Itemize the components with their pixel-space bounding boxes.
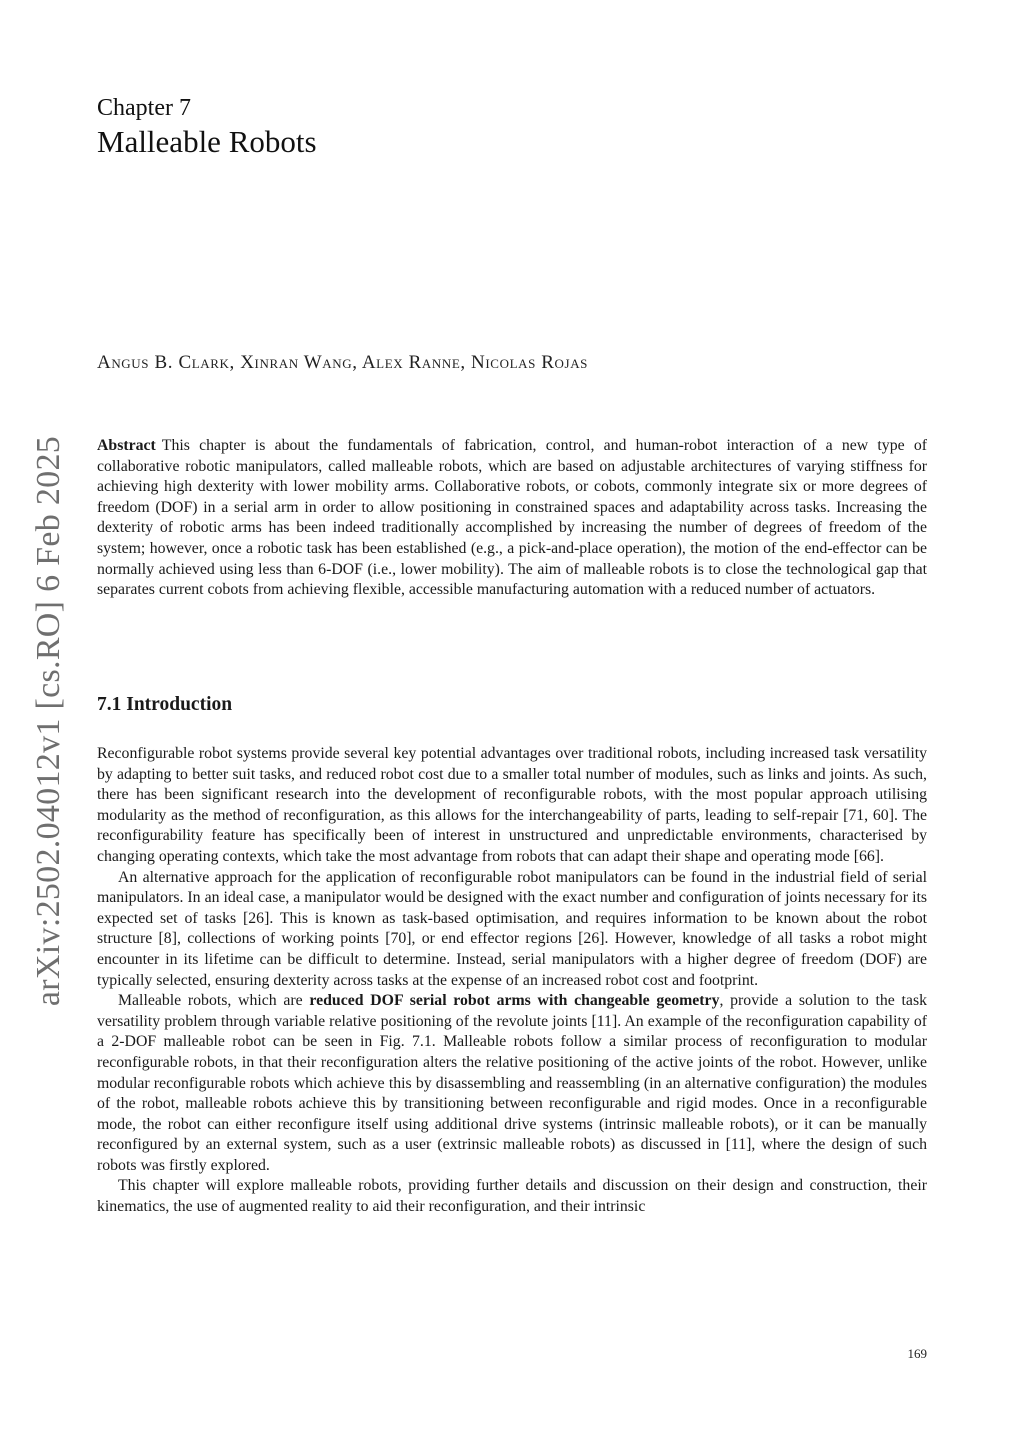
paragraph-3 [97,991,927,1176]
section-heading: 7.1 Introduction [97,694,233,715]
paragraph-1: Reconfigurable robot systems provide several key potential advantages over traditional robots, including increased task versatility by adapting to better suit tasks, and reduced robot cost due to a smaller total number of modules, such as links and joints. As such, there has been significant research into the development of reconfigurable robots, with the most popular approach utilising modularity as the method of reconfiguration, as this allows for the interchangeability of parts, leading to self-repair [71, 60]. The reconfigurability feature has specifically been of interest in unstructured and unpredictable environments, characterised by changing operating contexts, which take the most advantage from robots that can adapt their shape and operating mode [66]. [97,745,927,865]
paragraph-2: An alternative approach for the application of reconfigurable robot manipulators can be found in the industrial field of serial manipulators. In an ideal case, a manipulator would be designed with the exact number and configuration of joints necessary for its expected set of tasks [26]. This is known as task-based optimisation, and requires information to be known about the robot structure [8], collections of working points [70], or end effector regions [26]. However, knowledge of all tasks a robot might encounter in its lifetime can be difficult to determine. Instead, serial manipulators with a higher degree of freedom (DOF) are typically selected, ensuring dexterity across tasks at the expense of an increased robot cost and footprint. [97,868,927,989]
abstract-text: This chapter is about the fundamentals of fabrication, control, and human-robot interaction of a new type of collaborative robotic manipulators, called malleable robots, which are based on adjustable architectures of varying stiffness for achieving high dexterity with lower mobility arms. Collaborative robots, or cobots, commonly integrate six or more degrees of freedom (DOF) in a serial arm in order to allow positioning in constrained spaces and adaptability across tasks. Increasing the dexterity of robotic arms has been indeed traditionally accomplished by increasing the number of degrees of freedom of the system; however, once a robotic task has been established (e.g., a pick-and-place operation), the motion of the end-effector can be normally achieved using less than 6-DOF (i.e., lower mobility). The aim of malleable robots is to close the technological gap that separates current cobots from achieving flexible, accessible manufacturing automation with a reduced number of actuators. [97,437,927,599]
arxiv-identifier-stamp [24,426,74,1016]
chapter-title: Malleable Robots [97,124,317,159]
section-body [97,744,927,1218]
abstract-label: Abstract [97,437,156,454]
chapter-number: Chapter 7 [97,95,191,121]
abstract [97,436,927,601]
paragraph-3-after: , provide a solution to the task versatility problem through variable relative positioning of the revolute joints [11]. An example of the reconfiguration capability of a 2-DOF malleable robot can be seen in Fig. 7.1. Malleable robots follow a similar process of reconfiguration to modular reconfigurable robots, in that their reconfiguration alters the relative positioning of the active joints of the robot. However, unlike modular reconfigurable robots which achieve this by disassembling and reassembling (in an alternative configuration) the modules of the robot, malleable robots achieve this by transitioning between reconfigurable and rigid modes. Once in a reconfigurable mode, the robot can either reconfigure itself using additional drive systems (intrinsic malleable robots), or it can be manually reconfigured by an external system, such as a user (extrinsic malleable robots) as discussed in [11], where the design of such robots was firstly explored. [97,992,927,1174]
paragraph-3-before: Malleable robots, which are [118,992,310,1010]
page-number: 169 [907,1346,927,1361]
author-list: Angus B. Clark, Xinran Wang, Alex Ranne, Nicolas Rojas [97,352,589,373]
paragraph-4: This chapter will explore malleable robots, providing further details and discussion on their design and construction, their kinematics, the use of augmented reality to aid their reconfiguration, and their intrinsic [97,1177,927,1216]
arxiv-identifier-text: arXiv:2502.04012v1 [cs.RO] 6 Feb 2025 [30,435,67,1007]
paragraph-3-emphasis: reduced DOF serial robot arms with changeable geometry [309,992,720,1010]
